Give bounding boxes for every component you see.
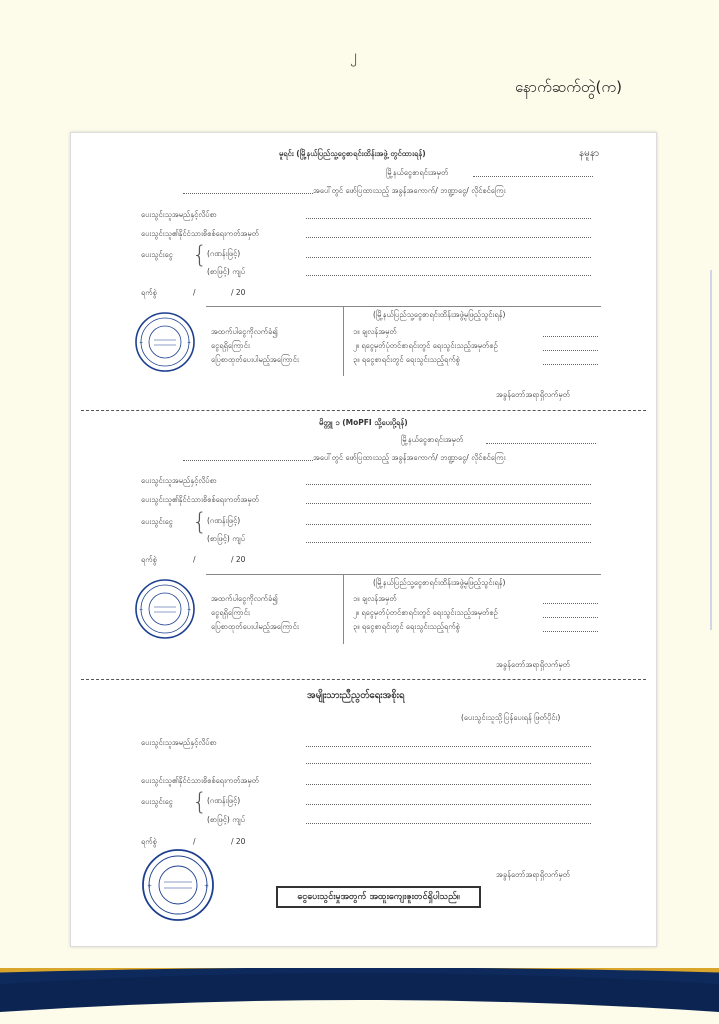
section1-title: မူရင်း (မြို့နယ်ပြည်သူ့ငွေစာရင်းထိန်းအဖွဲ့ တွင်ထားရန်) — [279, 149, 426, 158]
section3-figures-label: (ဂဏန်းဖြင့်) — [207, 796, 241, 805]
section2-account-line — [486, 443, 596, 444]
section2-payer-nrc-label: ပေးသွင်းသူ၏နိုင်ငံသားစိစစ်ရေးကတ်အမှတ် — [141, 495, 259, 504]
svg-text:+: + — [147, 883, 153, 890]
section3-payer-nrc-label: ပေးသွင်းသူ၏နိုင်ငံသားစိစစ်ရေးကတ်အမှတ် — [141, 776, 259, 785]
footer-decoration — [0, 968, 719, 1024]
section3-payer-name-field[interactable] — [306, 746, 591, 747]
section2-brace: { — [192, 508, 208, 536]
section3-payer-nrc-field[interactable] — [306, 784, 591, 785]
section1-item2: ၂။ ရငွေမှတ်ပုံတင်စာရင်းတွင် ရေးသွင်းသည့်အမှတ်စဉ် — [353, 341, 498, 350]
section2-item1-field[interactable] — [543, 603, 598, 604]
section1-account-label: မြို့နယ်ငွေစာရင်းအမှတ် — [386, 168, 449, 177]
section3-subtitle: (ပေးသွင်းသူသို့ပြန်ပေးရန် ဖြတ်ပိုင်း) — [461, 713, 561, 722]
section1-date-year: / 20 — [231, 288, 246, 297]
section2-payer-name-label: ပေးသွင်းသူအမည်နှင့်လိပ်စာ — [141, 476, 217, 485]
section2-date-year: / 20 — [231, 555, 246, 564]
section1-receipt-heading: (မြို့နယ်ပြည်သူ့ငွေစာရင်းထိန်းအဖွဲ့မှဖြည့်သွင်းရန်) — [373, 310, 506, 319]
section1-words-field[interactable] — [306, 275, 591, 276]
side-divider — [710, 270, 712, 630]
section2-figures-label: (ဂဏန်းဖြင့်) — [207, 516, 241, 525]
section3-date-sep: / — [193, 837, 196, 846]
section1-item1-field[interactable] — [543, 336, 598, 337]
section2-item3-field[interactable] — [543, 631, 598, 632]
section2-receipt-heading: (မြို့နယ်ပြည်သူ့ငွေစာရင်းထိန်းအဖွဲ့မှဖြည့်သွင်းရန်) — [373, 578, 506, 587]
cut-line-2 — [81, 679, 646, 680]
section2-cert-line2: ငွေရရှိကြောင်း — [211, 608, 250, 617]
section2-cert-line1: အထက်ပါငွေကိုလက်ခံ၍ — [211, 594, 278, 603]
sample-label: နမူနာ — [579, 148, 600, 159]
page-number: ၂ — [350, 48, 357, 64]
section2-cert-line3: ပြေစာထုတ်ပေးပါမည့်အကြောင်း — [211, 622, 299, 631]
section2-item2: ၂။ ရငွေမှတ်ပုံတင်စာရင်းတွင် ရေးသွင်းသည့်အမှတ်စဉ် — [353, 608, 498, 617]
section2-office-line — [183, 460, 313, 461]
section1-payer-nrc-field[interactable] — [306, 237, 591, 238]
section3-brace: { — [192, 788, 208, 816]
section2-official-seal — [134, 578, 196, 640]
form-document — [70, 132, 657, 947]
section2-payment-label: ပေးသွင်းငွေ — [141, 517, 173, 526]
section1-figures-label: (ဂဏန်းဖြင့်) — [207, 249, 241, 258]
section1-payment-label: ပေးသွင်းငွေ — [141, 250, 173, 259]
section3-signature: အခွန်တော်အရာရှိလက်မှတ် — [496, 870, 570, 879]
section1-words-label: (စာဖြင့်) ကျပ် — [207, 267, 245, 276]
section3-payer-name-label: ပေးသွင်းသူအမည်နှင့်လိပ်စာ — [141, 738, 217, 747]
section1-brace: { — [192, 241, 208, 269]
thank-you-notice: ငွေပေးသွင်းမှုအတွက် အထူးကျေးဇူးတင်ရှိပါသည်။ — [276, 886, 481, 908]
section1-office-text: အပေါ်တွင် ဖော်ပြထားသည့် အခွန်အကောက်/ ဘဏ္ဍာငွေ/ လိုင်စင်ကြေး — [313, 186, 506, 195]
section3-words-field[interactable] — [306, 823, 591, 824]
section3-title: အမျိုးသားညီညွတ်ရေးအစိုးရ — [307, 690, 405, 701]
svg-text:+: + — [139, 607, 144, 613]
section3-date-label: ရက်စွဲ — [141, 837, 157, 846]
section3-figures-field[interactable] — [306, 804, 591, 805]
svg-text:+: + — [204, 883, 210, 890]
section1-cert-line3: ပြေစာထုတ်ပေးပါမည့်အကြောင်း — [211, 355, 299, 364]
section1-item3: ၃။ ရငွေစာရင်းတွင် ရေးသွင်းသည့်ရက်စွဲ — [353, 355, 460, 364]
section2-item1: ၁။ ချလန်အမှတ် — [353, 594, 397, 603]
section2-account-label: မြို့နယ်ငွေစာရင်းအမှတ် — [401, 435, 464, 444]
section2-title: မိတ္တူ ၁ (MoPFI သို့ပေးပို့ရန်) — [319, 418, 408, 427]
section1-payer-name-label: ပေးသွင်းသူအမည်နှင့်လိပ်စာ — [141, 210, 217, 219]
section1-receipt-rule — [206, 306, 601, 307]
section2-signature: အခွန်တော်အရာရှိလက်မှတ် — [496, 660, 570, 669]
section1-payer-name-field[interactable] — [306, 218, 591, 219]
section1-item1: ၁။ ချလန်အမှတ် — [353, 327, 397, 336]
section1-date-sep: / — [193, 288, 196, 297]
svg-text:+: + — [187, 340, 192, 346]
section1-item3-field[interactable] — [543, 364, 598, 365]
section1-cert-line2: ငွေရရှိကြောင်း — [211, 341, 250, 350]
section2-office-text: အပေါ်တွင် ဖော်ပြထားသည့် အခွန်အကောက်/ ဘဏ္ဍာငွေ/ လိုင်စင်ကြေး — [313, 453, 506, 462]
section3-payer-address-field[interactable] — [306, 763, 591, 764]
svg-text:+: + — [187, 607, 192, 613]
cut-line-1 — [81, 410, 646, 411]
section2-item2-field[interactable] — [543, 617, 598, 618]
section1-receipt-divider — [343, 306, 344, 376]
section2-payer-nrc-field[interactable] — [306, 503, 591, 504]
section1-account-line — [473, 176, 593, 177]
section3-words-label: (စာဖြင့်) ကျပ် — [207, 815, 245, 824]
section1-official-seal — [134, 311, 196, 373]
svg-text:+: + — [139, 340, 144, 346]
section2-receipt-divider — [343, 574, 344, 644]
section1-item2-field[interactable] — [543, 350, 598, 351]
section3-official-seal — [141, 848, 215, 922]
section2-date-sep: / — [193, 555, 196, 564]
section2-receipt-rule — [206, 574, 601, 575]
section3-payment-label: ပေးသွင်းငွေ — [141, 797, 173, 806]
section1-date-label: ရက်စွဲ — [141, 288, 157, 297]
section3-date-year: / 20 — [231, 837, 246, 846]
section2-words-label: (စာဖြင့်) ကျပ် — [207, 534, 245, 543]
section2-item3: ၃။ ရငွေစာရင်းတွင် ရေးသွင်းသည့်ရက်စွဲ — [353, 622, 460, 631]
section1-signature: အခွန်တော်အရာရှိလက်မှတ် — [496, 390, 570, 399]
section1-figures-field[interactable] — [306, 257, 591, 258]
section2-words-field[interactable] — [306, 542, 591, 543]
section2-date-label: ရက်စွဲ — [141, 555, 157, 564]
section2-payer-name-field[interactable] — [306, 484, 591, 485]
section1-payer-nrc-label: ပေးသွင်းသူ၏နိုင်ငံသားစိစစ်ရေးကတ်အမှတ် — [141, 229, 259, 238]
section1-office-line — [183, 193, 313, 194]
annex-label: နောက်ဆက်တွဲ(က) — [515, 78, 622, 96]
section2-figures-field[interactable] — [306, 524, 591, 525]
section1-cert-line1: အထက်ပါငွေကိုလက်ခံ၍ — [211, 327, 278, 336]
